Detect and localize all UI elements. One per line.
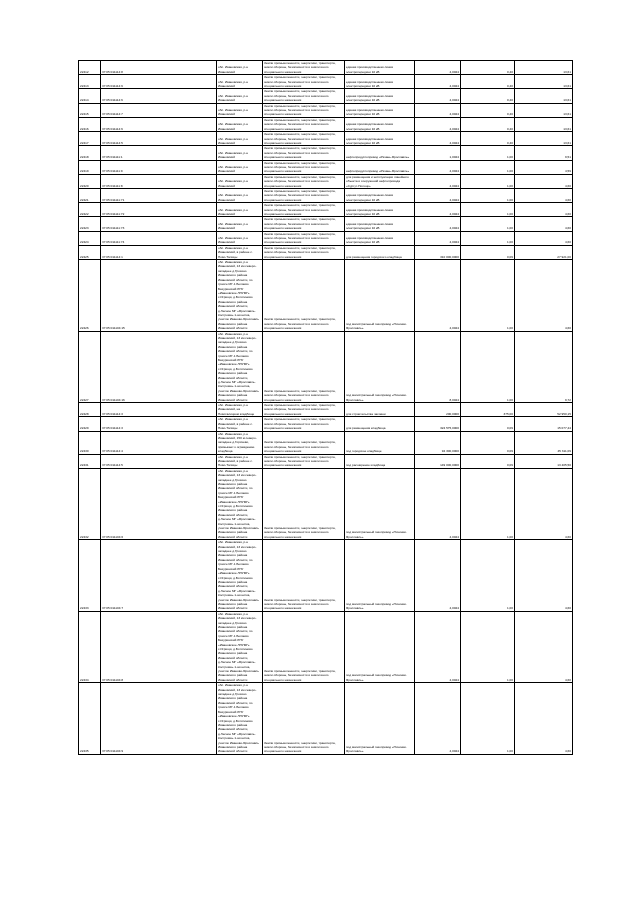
- rate-cell: 1,00: [461, 611, 515, 683]
- cadastral-number-cell: 37:05:011114:6: [101, 89, 217, 103]
- permitted-use-cell: под магистральный газопровод «Починки-Ярославль»: [345, 260, 415, 332]
- cadastral-number-cell: 37:05:011111:73: [101, 217, 217, 231]
- address-cell: обл. Ивановская, р-н Ивановский: [217, 146, 263, 160]
- area-cell: 4,0024: [415, 683, 461, 755]
- address-cell: обл. Ивановская, р-н Ивановский, в районе с. Ново-Талицы: [217, 245, 263, 259]
- table-row: [79, 203, 573, 217]
- permitted-use-cell: под магистральный газопровод «Починки-Ярославль»: [345, 611, 415, 683]
- rate-cell: 1,00: [461, 468, 515, 540]
- land-plots-table-page: [78, 60, 572, 755]
- tax-amount-cell: 4,60: [515, 174, 573, 188]
- address-cell: обл. Ивановская, р-н Ивановский, 13 км северо-западнее д.Грозино Ивановского района Ивановской области, по трассе МГ-1 Беляево Бахуринский ЛПУ «Ивановское ЛПУМГ» с.Игрищи, д.Ботятиново Ивановского района Ивановской области, д.Лесное МГ «Ярославль-Кострома» 1-ая нитка, участок Иваново-Ярославль Ивановского района Ивановской области: [217, 260, 263, 332]
- area-cell: 4,0024: [415, 89, 461, 103]
- address-cell: обл. Ивановская, р-н Ивановский: [217, 75, 263, 89]
- table-row: [79, 61, 573, 75]
- row-number-cell: 22416: [79, 117, 101, 131]
- tax-amount-cell: 13,61: [515, 103, 573, 117]
- address-cell: обл. Ивановская, р-н Ивановский, 13 км северо-западнее д.Грозино Ивановского района Ивановской области, по трассе МГ-1 Беляево Бахуринский ЛПУ «Ивановское ЛПУМГ» с.Игрищи, д.Ботятиново Ивановского района Ивановской области, д.Лесное МГ «Ярославль-Кострома» 1-ая нитка, участок Иваново-Ярославль Ивановского района Ивановской области: [217, 611, 263, 683]
- permitted-use-cell: нефтепродуктопровод «Рязань-Ярославль»: [345, 160, 415, 174]
- row-number-cell: 22431: [79, 454, 101, 468]
- land-category-cell: Земли промышленности, энергетики, транспорта, земли обороны, безопасности и земли иного специального назначения: [263, 117, 345, 131]
- cadastral-number-cell: 37:05:011104:15: [101, 260, 217, 332]
- land-category-cell: Земли промышленности, энергетики, транспорта, земли обороны, безопасности и земли иного специального назначения: [263, 217, 345, 231]
- permitted-use-cell: единая производственная линия электропередачи 10 кВ: [345, 132, 415, 146]
- table-row: [79, 468, 573, 540]
- land-category-cell: Земли промышленности, энергетики, транспорта, земли обороны, безопасности и земли иного специального назначения: [263, 75, 345, 89]
- row-number-cell: 22417: [79, 132, 101, 146]
- row-number-cell: 22430: [79, 431, 101, 454]
- row-number-cell: 22420: [79, 174, 101, 188]
- row-number-cell: 22426: [79, 260, 101, 332]
- land-plots-table: [78, 60, 573, 755]
- land-category-cell: Земли промышленности, энергетики, транспорта, земли обороны, безопасности и земли иного специального назначения: [263, 611, 345, 683]
- cadastral-number-cell: 37:05:011104:6: [101, 468, 217, 540]
- tax-amount-cell: 9,51: [515, 146, 573, 160]
- rate-cell: 1,00: [461, 260, 515, 332]
- address-cell: обл. Ивановская, р-н Ивановский, 13 км северо-западнее д.Грозино Ивановского района Ивановской области, по трассе МГ-1 Беляево Бахуринский ЛПУ «Ивановское ЛПУМГ» с.Игрищи, д.Ботятиново Ивановского района Ивановской области, д.Лесное МГ «Ярославль-Кострома» 1-ая нитка, участок Иваново-Ярославль Ивановского района Ивановской области: [217, 683, 263, 755]
- permitted-use-cell: для размещения и эксплуатации линейного объекта и сооружений нефтепровода «Сургут-Полоцк»: [345, 174, 415, 188]
- row-number-cell: 22432: [79, 468, 101, 540]
- area-cell: 4,0024: [415, 203, 461, 217]
- address-cell: обл. Ивановская, р-н Ивановский: [217, 132, 263, 146]
- rate-cell: 0,09: [461, 417, 515, 431]
- permitted-use-cell: единая производственная линия электропередачи 10 кВ: [345, 203, 415, 217]
- permitted-use-cell: под магистральный газопровод «Починки-Ярославль»: [345, 683, 415, 755]
- permitted-use-cell: под магистральный газопровод «Починки-Ярославль»: [345, 468, 415, 540]
- row-number-cell: 22424: [79, 231, 101, 245]
- rate-cell: 0,09: [461, 245, 515, 259]
- tax-amount-cell: 13,61: [515, 132, 573, 146]
- row-number-cell: 22415: [79, 103, 101, 117]
- land-category-cell: Земли промышленности, энергетики, транспорта, земли обороны, безопасности и земли иного специального назначения: [263, 103, 345, 117]
- area-cell: 4,0024: [415, 188, 461, 202]
- row-number-cell: 22413: [79, 75, 101, 89]
- table-row: [79, 683, 573, 755]
- land-category-cell: Земли промышленности, энергетики, транспорта, земли обороны, безопасности и земли иного специального назначения: [263, 417, 345, 431]
- cadastral-number-cell: 37:05:011114:5: [101, 132, 217, 146]
- land-category-cell: Земли промышленности, энергетики, транспорта, земли обороны, безопасности и земли иного специального назначения: [263, 89, 345, 103]
- land-category-cell: Земли промышленности, энергетики, транспорта, земли обороны, безопасности и земли иного специального назначения: [263, 61, 345, 75]
- cadastral-number-cell: 37:05:011114:7: [101, 103, 217, 117]
- rate-cell: 0,40: [461, 117, 515, 131]
- row-number-cell: 22418: [79, 146, 101, 160]
- address-cell: обл. Ивановская, р-н Ивановский: [217, 61, 263, 75]
- table-row: [79, 403, 573, 417]
- cadastral-number-cell: 37:05:011111:1: [101, 146, 217, 160]
- tax-amount-cell: 13,61: [515, 61, 573, 75]
- address-cell: обл. Ивановская, р-н Ивановский, 13 км северо-западнее д.Грозино Ивановского района Ивановской области, по трассе МГ-1 Беляево Бахуринский ЛПУ «Ивановское ЛПУМГ» с.Игрищи, д.Ботятиново Ивановского района Ивановской области, д.Лесное МГ «Ярославль-Кострома» 1-ая нитка, участок Иваново-Ярославль Ивановского района Ивановской области: [217, 540, 263, 612]
- area-cell: 1,0024: [415, 146, 461, 160]
- rate-cell: 1,00: [461, 203, 515, 217]
- address-cell: обл. Ивановская, р-н Ивановский: [217, 103, 263, 117]
- area-cell: 94 300,0000: [415, 431, 461, 454]
- rate-cell: 0,40: [461, 61, 515, 75]
- address-cell: обл. Ивановская, р-н Ивановский, 13 км северо-западнее д.Грозино Ивановского района Ивановской области, по трассе МГ-1 Беляево Бахуринский ЛПУ «Ивановское ЛПУМГ» с.Игрищи, д.Ботятиново Ивановского района Ивановской области, д.Лесное МГ «Ярославль-Кострома» 1-ая нитка, участок Иваново-Ярославль Ивановского района Ивановской области: [217, 331, 263, 403]
- cadastral-number-cell: 37:05:011114:3: [101, 403, 217, 417]
- row-number-cell: 22429: [79, 417, 101, 431]
- rate-cell: 1,00: [461, 540, 515, 612]
- permitted-use-cell: под городское кладбище: [345, 431, 415, 454]
- row-number-cell: 22421: [79, 188, 101, 202]
- table-row: [79, 89, 573, 103]
- rate-cell: 1,00: [461, 683, 515, 755]
- table-row: [79, 188, 573, 202]
- tax-amount-cell: 4,60: [515, 468, 573, 540]
- area-cell: 4,0024: [415, 260, 461, 332]
- table-row: [79, 160, 573, 174]
- table-row: [79, 231, 573, 245]
- tax-amount-cell: 13 405,50: [515, 454, 573, 468]
- rate-cell: 1,00: [461, 331, 515, 403]
- address-cell: обл. Ивановская, р-н Ивановский: [217, 188, 263, 202]
- area-cell: 4,0024: [415, 75, 461, 89]
- row-number-cell: 22423: [79, 217, 101, 231]
- cadastral-number-cell: 37:05:011114:9: [101, 75, 217, 89]
- permitted-use-cell: единая производственная линия электропередачи 10 кВ: [345, 188, 415, 202]
- area-cell: 4,0024: [415, 231, 461, 245]
- permitted-use-cell: под расширение кладбища: [345, 454, 415, 468]
- address-cell: обл. Ивановская, р-н Ивановский: [217, 231, 263, 245]
- cadastral-number-cell: 37:05:011104:7: [101, 540, 217, 612]
- tax-amount-cell: 4,60: [515, 231, 573, 245]
- rate-cell: 1,00: [461, 217, 515, 231]
- row-number-cell: 22435: [79, 683, 101, 755]
- cadastral-number-cell: 37:05:011111:9: [101, 160, 217, 174]
- area-cell: 4,0024: [415, 61, 461, 75]
- address-cell: обл. Ивановская, р-н Ивановский: [217, 160, 263, 174]
- land-category-cell: Земли промышленности, энергетики, транспорта, земли обороны, безопасности и земли иного специального назначения: [263, 260, 345, 332]
- permitted-use-cell: для строительства часовни: [345, 403, 415, 417]
- permitted-use-cell: единая производственная линия электропередачи 10 кВ: [345, 117, 415, 131]
- tax-amount-cell: 4,60: [515, 217, 573, 231]
- area-cell: 324 575,0000: [415, 417, 461, 431]
- address-cell: обл. Ивановская, р-н Ивановский, в районе с. Ново-Талицы: [217, 454, 263, 468]
- row-number-cell: 22425: [79, 245, 101, 259]
- row-number-cell: 22412: [79, 61, 101, 75]
- address-cell: обл. Ивановская, р-н Ивановский: [217, 117, 263, 131]
- permitted-use-cell: единая производственная линия электропередачи 10 кВ: [345, 103, 415, 117]
- area-cell: 200,0000: [415, 403, 461, 417]
- area-cell: 4,0024: [415, 174, 461, 188]
- rate-cell: 0,09: [461, 431, 515, 454]
- tax-amount-cell: 52 950,15: [515, 403, 573, 417]
- tax-amount-cell: 13,61: [515, 89, 573, 103]
- table-row: [79, 103, 573, 117]
- table-row: [79, 75, 573, 89]
- tax-amount-cell: 13,61: [515, 75, 573, 89]
- table-row: [79, 146, 573, 160]
- tax-amount-cell: 4,60: [515, 203, 573, 217]
- rate-cell: 375,00: [461, 403, 515, 417]
- land-category-cell: Земли промышленности, энергетики, транспорта, земли обороны, безопасности и земли иного специального назначения: [263, 160, 345, 174]
- tax-amount-cell: 4,59: [515, 160, 573, 174]
- permitted-use-cell: для размещения городского кладбища: [345, 245, 415, 259]
- cadastral-number-cell: 37:05:011114:3: [101, 417, 217, 431]
- land-category-cell: Земли промышленности, энергетики, транспорта, земли обороны, безопасности и земли иного специального назначения: [263, 540, 345, 612]
- area-cell: 310 000,0000: [415, 245, 461, 259]
- land-category-cell: Земли промышленности, энергетики, транспорта, земли обороны, безопасности и земли иного специального назначения: [263, 431, 345, 454]
- area-cell: 4,0024: [415, 611, 461, 683]
- row-number-cell: 22414: [79, 89, 101, 103]
- row-number-cell: 22427: [79, 331, 101, 403]
- row-number-cell: 22428: [79, 403, 101, 417]
- rate-cell: 0,09: [461, 454, 515, 468]
- area-cell: 4,0024: [415, 468, 461, 540]
- permitted-use-cell: единая производственная линия электропередачи 10 кВ: [345, 89, 415, 103]
- rate-cell: 1,00: [461, 231, 515, 245]
- land-category-cell: Земли промышленности, энергетики, транспорта, земли обороны, безопасности и земли иного специального назначения: [263, 132, 345, 146]
- area-cell: 149 000,0000: [415, 454, 461, 468]
- land-category-cell: Земли промышленности, энергетики, транспорта, земли обороны, безопасности и земли иного специального назначения: [263, 174, 345, 188]
- cadastral-number-cell: 37:05:011111:72: [101, 203, 217, 217]
- permitted-use-cell: под магистральный газопровод «Починки-Ярославль»: [345, 331, 415, 403]
- row-number-cell: 22422: [79, 203, 101, 217]
- tax-amount-cell: 45 311,09: [515, 431, 573, 454]
- cadastral-number-cell: 37:05:011111:8: [101, 174, 217, 188]
- tax-amount-cell: 15 077,44: [515, 417, 573, 431]
- rate-cell: 1,00: [461, 160, 515, 174]
- permitted-use-cell: единая производственная линия электропередачи 10 кВ: [345, 61, 415, 75]
- area-cell: 4,0024: [415, 160, 461, 174]
- rate-cell: 0,40: [461, 132, 515, 146]
- address-cell: обл. Ивановская, р-н Ивановский: [217, 89, 263, 103]
- land-category-cell: Земли промышленности, энергетики, транспорта, земли обороны, безопасности и земли иного специального назначения: [263, 146, 345, 160]
- permitted-use-cell: для размещения кладбища: [345, 417, 415, 431]
- area-cell: 8,0024: [415, 331, 461, 403]
- address-cell: обл. Ивановская, р-н Ивановский, 150 м северо-западнее д.Горячево, примыкает к ограждению кладбища: [217, 431, 263, 454]
- address-cell: обл. Ивановская, р-н Ивановский, 13 км северо-западнее д.Грозино Ивановского района Ивановской области, по трассе МГ-1 Беляево Бахуринский ЛПУ «Ивановское ЛПУМГ» с.Игрищи, д.Ботятиново Ивановского района Ивановской области, д.Лесное МГ «Ярославль-Кострома» 1-ая нитка, участок Иваново-Ярославль Ивановского района Ивановской области: [217, 468, 263, 540]
- area-cell: 4,0024: [415, 103, 461, 117]
- rate-cell: 0,40: [461, 89, 515, 103]
- land-category-cell: Земли промышленности, энергетики, транспорта, земли обороны, безопасности и земли иного специального назначения: [263, 683, 345, 755]
- land-category-cell: Земли промышленности, энергетики, транспорта, земли обороны, безопасности и земли иного специального назначения: [263, 231, 345, 245]
- tax-amount-cell: 4,60: [515, 611, 573, 683]
- address-cell: обл. Ивановская, р-н Ивановский: [217, 203, 263, 217]
- tax-amount-cell: 27 921,00: [515, 245, 573, 259]
- cadastral-number-cell: 37:05:011114:6: [101, 117, 217, 131]
- table-row: [79, 245, 573, 259]
- row-number-cell: 22434: [79, 611, 101, 683]
- tax-amount-cell: 4,60: [515, 260, 573, 332]
- area-cell: 4,0024: [415, 117, 461, 131]
- row-number-cell: 22433: [79, 540, 101, 612]
- table-row: [79, 331, 573, 403]
- land-category-cell: Земли промышленности, энергетики, транспорта, земли обороны, безопасности и земли иного специального назначения: [263, 468, 345, 540]
- rate-cell: 1,00: [461, 146, 515, 160]
- table-row: [79, 540, 573, 612]
- address-cell: обл. Ивановская, р-н Ивановский, в районе с. Ново-Талицы: [217, 417, 263, 431]
- rate-cell: 1,00: [461, 188, 515, 202]
- address-cell: обл. Ивановская, р-н Ивановский: [217, 217, 263, 231]
- area-cell: 4,0024: [415, 540, 461, 612]
- permitted-use-cell: единая производственная линия электропередачи 10 кВ: [345, 231, 415, 245]
- address-cell: обл. Ивановская, р-н Ивановский: [217, 174, 263, 188]
- table-row: [79, 417, 573, 431]
- table-body: [79, 61, 573, 755]
- cadastral-number-cell: 37:05:011111:74: [101, 231, 217, 245]
- tax-amount-cell: 9,72: [515, 331, 573, 403]
- cadastral-number-cell: 37:05:011104:9: [101, 683, 217, 755]
- cadastral-number-cell: 37:05:011114:5: [101, 454, 217, 468]
- cadastral-number-cell: 37:05:011111:71: [101, 188, 217, 202]
- cadastral-number-cell: 37:05:011114:1: [101, 245, 217, 259]
- table-row: [79, 454, 573, 468]
- tax-amount-cell: 4,60: [515, 683, 573, 755]
- permitted-use-cell: единая производственная линия электропередачи 10 кВ: [345, 75, 415, 89]
- rate-cell: 0,40: [461, 103, 515, 117]
- table-row: [79, 260, 573, 332]
- tax-amount-cell: 4,60: [515, 188, 573, 202]
- table-row: [79, 174, 573, 188]
- cadastral-number-cell: 37:05:011104:16: [101, 331, 217, 403]
- tax-amount-cell: 4,60: [515, 540, 573, 612]
- cadastral-number-cell: 37:05:011104:8: [101, 611, 217, 683]
- table-row: [79, 217, 573, 231]
- permitted-use-cell: нефтепродуктопровод «Рязань-Ярославль»: [345, 146, 415, 160]
- row-number-cell: 22419: [79, 160, 101, 174]
- land-category-cell: Земли промышленности, энергетики, транспорта, земли обороны, безопасности и земли иного специального назначения: [263, 331, 345, 403]
- land-category-cell: Земли промышленности, энергетики, транспорта, земли обороны, безопасности и земли иного специального назначения: [263, 403, 345, 417]
- area-cell: 4,0024: [415, 217, 461, 231]
- table-row: [79, 611, 573, 683]
- tax-amount-cell: 13,61: [515, 117, 573, 131]
- table-row: [79, 132, 573, 146]
- rate-cell: 1,00: [461, 174, 515, 188]
- cadastral-number-cell: 37:05:011114:8: [101, 61, 217, 75]
- table-row: [79, 431, 573, 454]
- land-category-cell: Земли промышленности, энергетики, транспорта, земли обороны, безопасности и земли иного специального назначения: [263, 188, 345, 202]
- land-category-cell: Земли промышленности, энергетики, транспорта, земли обороны, безопасности и земли иного специального назначения: [263, 245, 345, 259]
- table-row: [79, 117, 573, 131]
- rate-cell: 0,40: [461, 75, 515, 89]
- land-category-cell: Земли промышленности, энергетики, транспорта, земли обороны, безопасности и земли иного специального назначения: [263, 203, 345, 217]
- cadastral-number-cell: 37:05:011114:4: [101, 431, 217, 454]
- area-cell: 4,0024: [415, 132, 461, 146]
- permitted-use-cell: под магистральный газопровод «Починки-Ярославль»: [345, 540, 415, 612]
- land-category-cell: Земли промышленности, энергетики, транспорта, земли обороны, безопасности и земли иного специального назначения: [263, 454, 345, 468]
- address-cell: обл. Ивановская, р-н Ивановский, на Новоталицком кладбище: [217, 403, 263, 417]
- permitted-use-cell: единая производственная линия электропередачи 10 кВ: [345, 217, 415, 231]
